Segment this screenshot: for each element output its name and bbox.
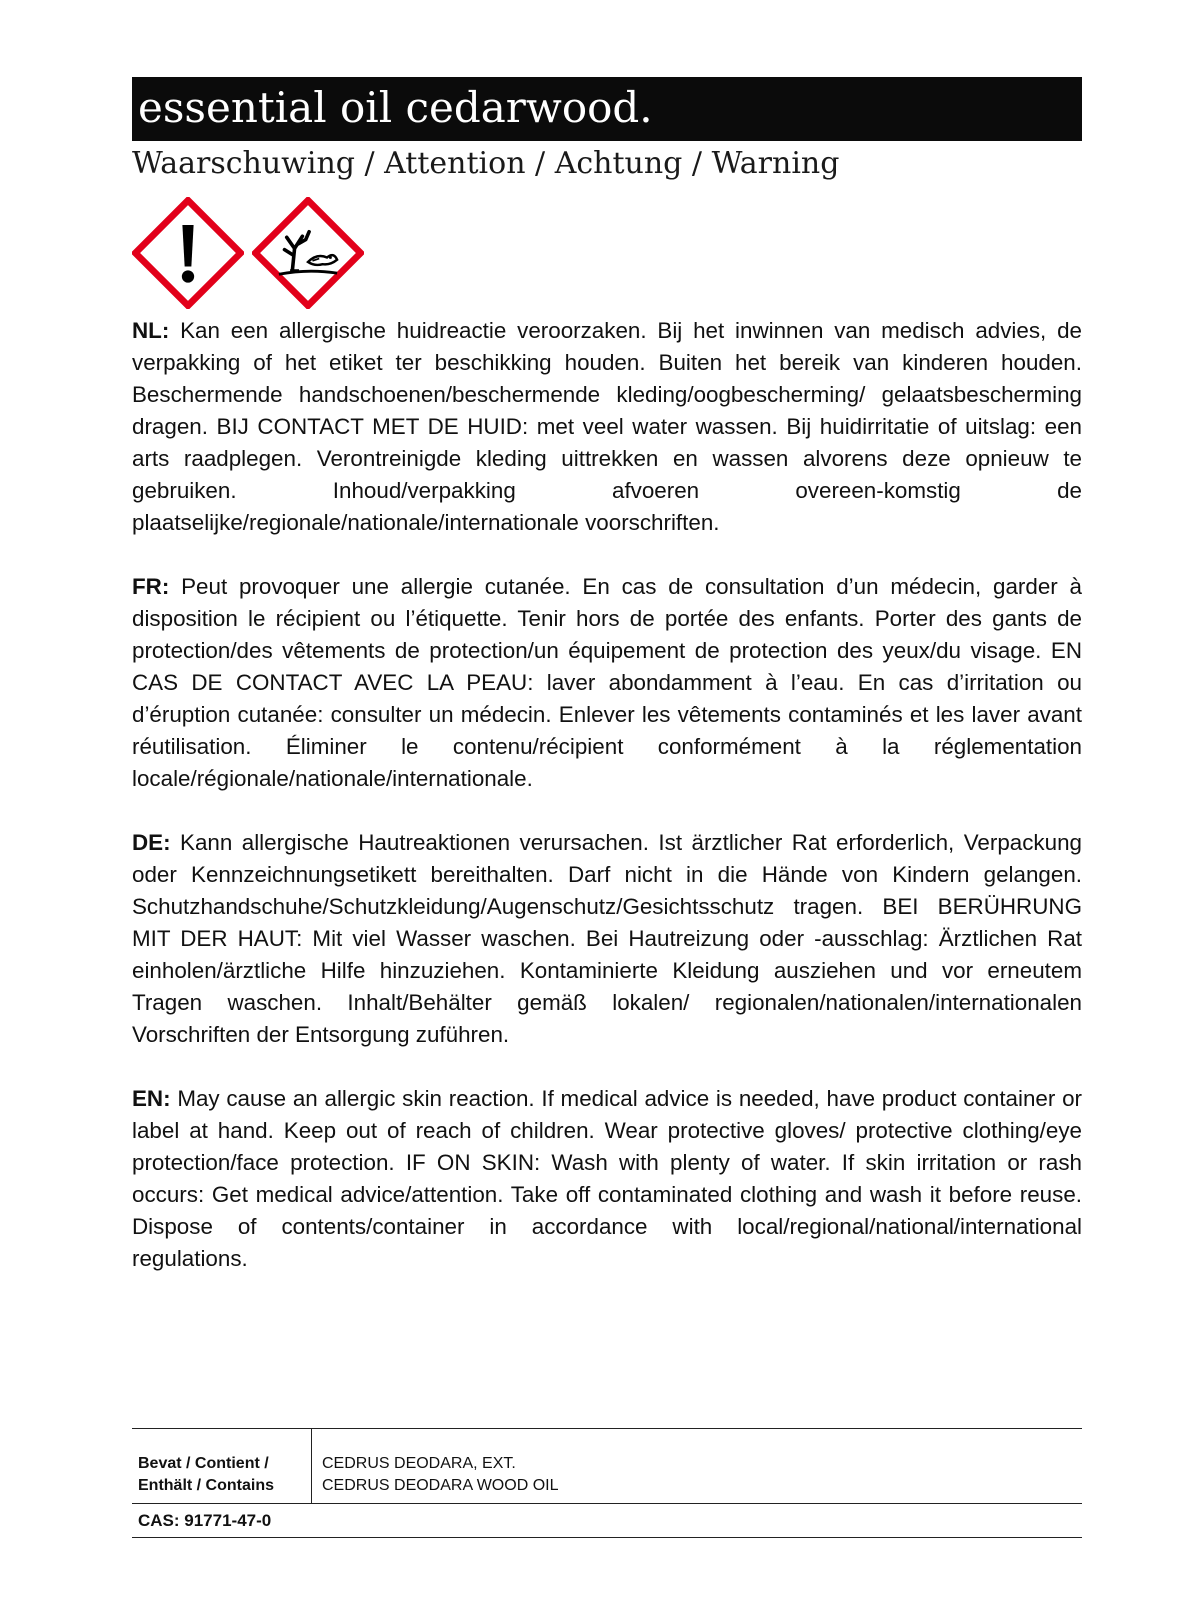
product-title: essential oil cedarwood. [132,77,1082,141]
contents-label-line-1: Bevat / Contient / [138,1455,269,1472]
warning-de [132,827,1082,1051]
cas-number: CAS: 91771-47-0 [132,1504,1082,1538]
contents-label [132,1429,312,1503]
warning-text-en: May cause an allergic skin reaction. If medical advice is needed, have product container or label at hand. Keep out of reach of children. Wear protective gloves/ protective clothing/eye protection/face protection. IF ON SKIN: Wash with plenty of water. If skin irritation or rash occurs: Get medical advice/attention. Take off contaminated clothing and wash it before reuse. Dispose of contents/container in accordance with local/regional/national/international regulations. [132,1086,1082,1271]
warning-fr [132,571,1082,795]
signal-word: Waarschuwing / Attention / Achtung / Warning [132,146,840,181]
label-page [132,77,1082,1307]
hazard-statements [132,315,1082,1275]
warning-text-de: Kann allergische Hautreaktionen verursachen. Ist ärztlicher Rat erforderlich, Verpackung oder Kennzeichnungsetikett bereithalten. Darf nicht in die Hände von Kindern gelangen. Schutzhandschuhe/Schutzkleidung/Augenschutz/Gesichtsschutz tragen. BEI BERÜHRUNG MIT DER HAUT: Mit viel Wasser waschen. Bei Hautreizung oder -ausschlag: Ärztlichen Rat einholen/ärztliche Hilfe hinzuziehen. Kontaminierte Kleidung ausziehen und vor erneutem Tragen waschen. Inhalt/Behälter gemäß lokalen/ regionalen/nationalen/internationalen Vorschriften der Entsorgung zuführen. [132,830,1082,1047]
warning-text-nl: Kan een allergische huidreactie veroorzaken. Bij het inwinnen van medisch advies, de verpakking of het etiket ter beschikking houden. Buiten het bereik van kinderen houden. Beschermende handschoenen/beschermende kleding/oogbescherming/ gelaatsbescherming dragen. BIJ CONTACT MET DE HUID: met veel water wassen. Bij huidirritatie of uitslag: een arts raadplegen. Verontreinigde kleding uittrekken en wassen alvorens deze opnieuw te gebruiken. Inhoud/verpakking afvoeren overeen-komstig de plaatselijke/regionale/nationale/internationale voorschriften. [132,318,1082,535]
contents-label-line-2: Enthält / Contains [138,1477,274,1494]
warning-text-fr: Peut provoquer une allergie cutanée. En cas de consultation d’un médecin, garder à disposition le récipient ou l’étiquette. Tenir hors de portée des enfants. Porter des gants de protection/des vêtements de protection/un équipement de protection des yeux/du visage. EN CAS DE CONTACT AVEC LA PEAU: laver abondamment à l’eau. En cas d’irritation ou d’éruption cutanée: consulter un médecin. Enlever les vêtements contaminés et les laver avant réutilisation. Éliminer le contenu/récipient conformément à la réglementation locale/régionale/nationale/internationale. [132,574,1082,791]
contents-row [132,1429,1082,1504]
contents-table [132,1428,1082,1538]
contents-value-line-1: CEDRUS DEODARA, EXT. [322,1455,516,1472]
language-code-fr: FR: [132,574,170,599]
contents-value [312,1429,558,1503]
exclamation-mark-icon [132,197,244,309]
language-code-de: DE: [132,830,171,855]
language-code-en: EN: [132,1086,171,1111]
environment-hazard-icon [252,197,364,309]
contents-value-line-2: CEDRUS DEODARA WOOD OIL [322,1477,559,1494]
language-code-nl: NL: [132,318,170,343]
warning-nl [132,315,1082,539]
hazard-pictograms [132,197,1082,309]
warning-en [132,1083,1082,1275]
